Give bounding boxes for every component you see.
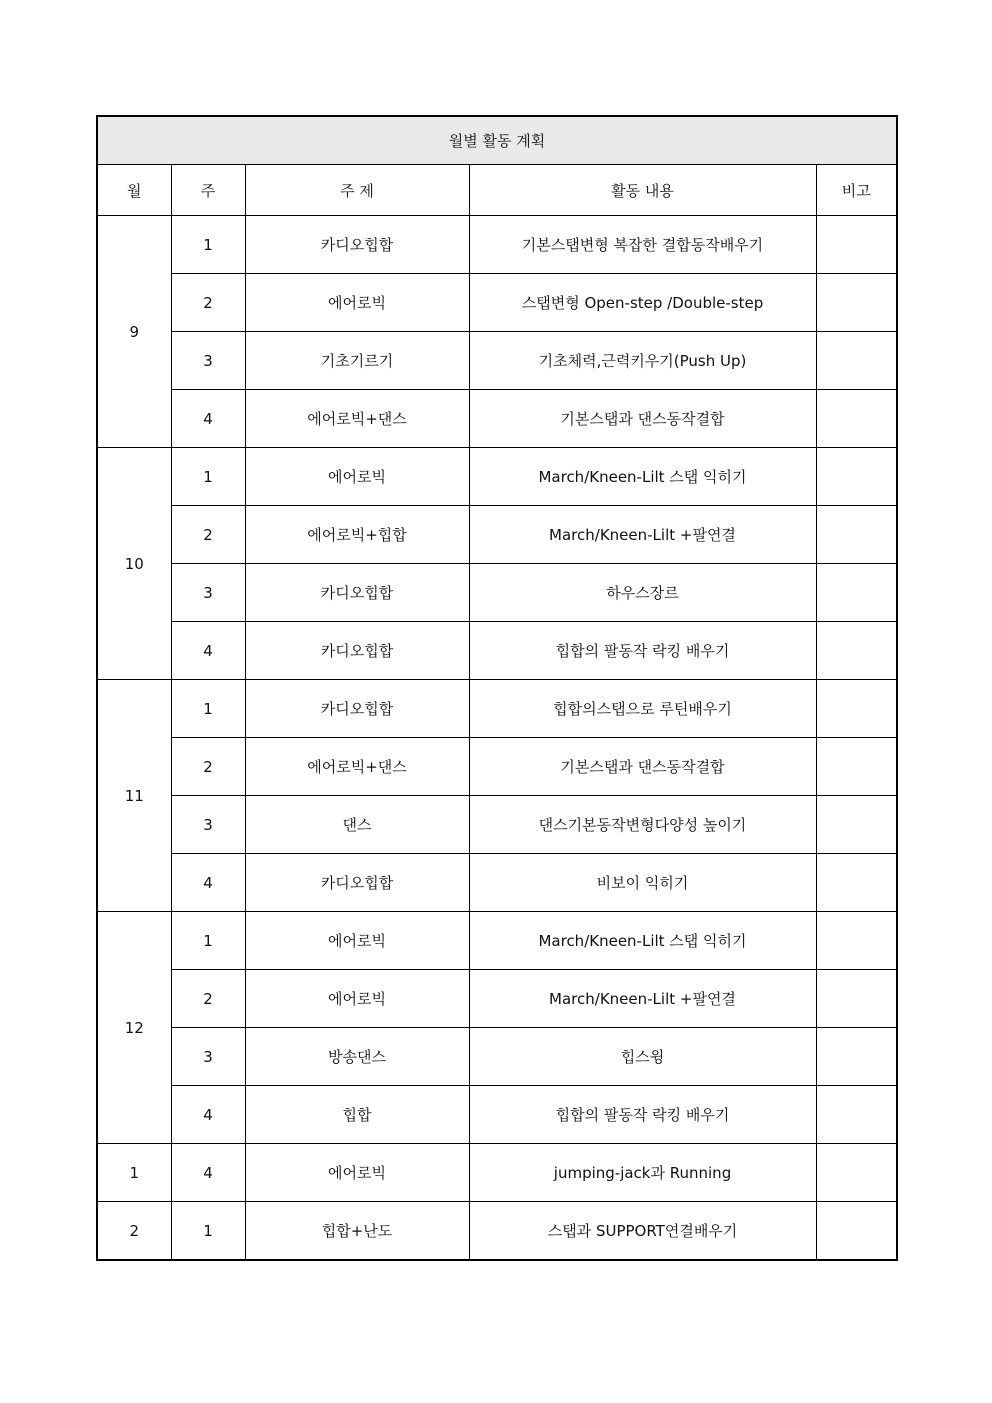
week-cell: 1: [171, 1202, 245, 1261]
topic-cell: 카디오힙합: [245, 564, 469, 622]
table-row: [97, 332, 897, 390]
table-row: [97, 738, 897, 796]
month-cell: 10: [97, 448, 171, 680]
table-row: [97, 390, 897, 448]
content-cell: 스탭변형 Open-step /Double-step: [469, 274, 816, 332]
week-cell: 1: [171, 216, 245, 274]
content-cell: 기초체력,근력키우기(Push Up): [469, 332, 816, 390]
month-cell: 1: [97, 1144, 171, 1202]
note-cell: [816, 506, 897, 564]
week-cell: 3: [171, 1028, 245, 1086]
table-row: [97, 216, 897, 274]
content-cell: 하우스장르: [469, 564, 816, 622]
content-cell: March/Kneen-Lilt 스탭 익히기: [469, 912, 816, 970]
header-content: 활동 내용: [469, 165, 816, 216]
header-note: 비고: [816, 165, 897, 216]
table-row: [97, 506, 897, 564]
month-cell: 11: [97, 680, 171, 912]
week-cell: 2: [171, 970, 245, 1028]
note-cell: [816, 216, 897, 274]
content-cell: 힙합의스탭으로 루틴배우기: [469, 680, 816, 738]
content-cell: 비보이 익히기: [469, 854, 816, 912]
week-cell: 4: [171, 1086, 245, 1144]
table-row: [97, 854, 897, 912]
week-cell: 3: [171, 564, 245, 622]
topic-cell: 에어로빅+댄스: [245, 738, 469, 796]
topic-cell: 댄스: [245, 796, 469, 854]
topic-cell: 힙합: [245, 1086, 469, 1144]
header-month: 월: [97, 165, 171, 216]
week-cell: 1: [171, 448, 245, 506]
content-cell: 기본스탭변형 복잡한 결합동작배우기: [469, 216, 816, 274]
table-row: [97, 622, 897, 680]
topic-cell: 에어로빅: [245, 274, 469, 332]
table-row: [97, 1028, 897, 1086]
monthly-activity-plan-table: [96, 115, 898, 1261]
table-body: [97, 216, 897, 1261]
week-cell: 3: [171, 332, 245, 390]
topic-cell: 기초기르기: [245, 332, 469, 390]
month-cell: 2: [97, 1202, 171, 1261]
table-row: [97, 274, 897, 332]
note-cell: [816, 332, 897, 390]
topic-cell: 에어로빅: [245, 912, 469, 970]
note-cell: [816, 912, 897, 970]
note-cell: [816, 970, 897, 1028]
content-cell: March/Kneen-Lilt 스탭 익히기: [469, 448, 816, 506]
table-row: [97, 448, 897, 506]
header-week: 주: [171, 165, 245, 216]
topic-cell: 에어로빅: [245, 970, 469, 1028]
content-cell: 기본스탭과 댄스동작결합: [469, 738, 816, 796]
topic-cell: 에어로빅+댄스: [245, 390, 469, 448]
content-cell: jumping-jack과 Running: [469, 1144, 816, 1202]
week-cell: 2: [171, 738, 245, 796]
week-cell: 2: [171, 274, 245, 332]
note-cell: [816, 680, 897, 738]
topic-cell: 에어로빅: [245, 1144, 469, 1202]
week-cell: 1: [171, 680, 245, 738]
table-row: [97, 1202, 897, 1261]
table-title: 월별 활동 계획: [97, 116, 897, 165]
topic-cell: 카디오힙합: [245, 622, 469, 680]
week-cell: 4: [171, 390, 245, 448]
note-cell: [816, 854, 897, 912]
note-cell: [816, 1028, 897, 1086]
week-cell: 2: [171, 506, 245, 564]
note-cell: [816, 1086, 897, 1144]
header-topic: 주 제: [245, 165, 469, 216]
content-cell: March/Kneen-Lilt +팔연결: [469, 506, 816, 564]
table-row: [97, 564, 897, 622]
content-cell: 힙스윙: [469, 1028, 816, 1086]
note-cell: [816, 274, 897, 332]
content-cell: 댄스기본동작변형다양성 높이기: [469, 796, 816, 854]
note-cell: [816, 796, 897, 854]
content-cell: 기본스탭과 댄스동작결합: [469, 390, 816, 448]
table-row: [97, 970, 897, 1028]
table-row: [97, 1086, 897, 1144]
topic-cell: 카디오힙합: [245, 216, 469, 274]
note-cell: [816, 448, 897, 506]
week-cell: 1: [171, 912, 245, 970]
note-cell: [816, 738, 897, 796]
week-cell: 4: [171, 854, 245, 912]
table-row: [97, 680, 897, 738]
month-cell: 12: [97, 912, 171, 1144]
table-row: [97, 1144, 897, 1202]
week-cell: 4: [171, 622, 245, 680]
week-cell: 3: [171, 796, 245, 854]
table-row: [97, 912, 897, 970]
topic-cell: 에어로빅: [245, 448, 469, 506]
note-cell: [816, 1202, 897, 1261]
topic-cell: 방송댄스: [245, 1028, 469, 1086]
week-cell: 4: [171, 1144, 245, 1202]
content-cell: March/Kneen-Lilt +팔연결: [469, 970, 816, 1028]
note-cell: [816, 564, 897, 622]
topic-cell: 카디오힙합: [245, 854, 469, 912]
table-title-row: [97, 116, 897, 165]
content-cell: 스탭과 SUPPORT연결배우기: [469, 1202, 816, 1261]
note-cell: [816, 1144, 897, 1202]
table-row: [97, 796, 897, 854]
table-header-row: [97, 165, 897, 216]
topic-cell: 에어로빅+힙합: [245, 506, 469, 564]
content-cell: 힙합의 팔동작 락킹 배우기: [469, 1086, 816, 1144]
note-cell: [816, 390, 897, 448]
topic-cell: 힙합+난도: [245, 1202, 469, 1261]
topic-cell: 카디오힙합: [245, 680, 469, 738]
month-cell: 9: [97, 216, 171, 448]
content-cell: 힙합의 팔동작 락킹 배우기: [469, 622, 816, 680]
note-cell: [816, 622, 897, 680]
